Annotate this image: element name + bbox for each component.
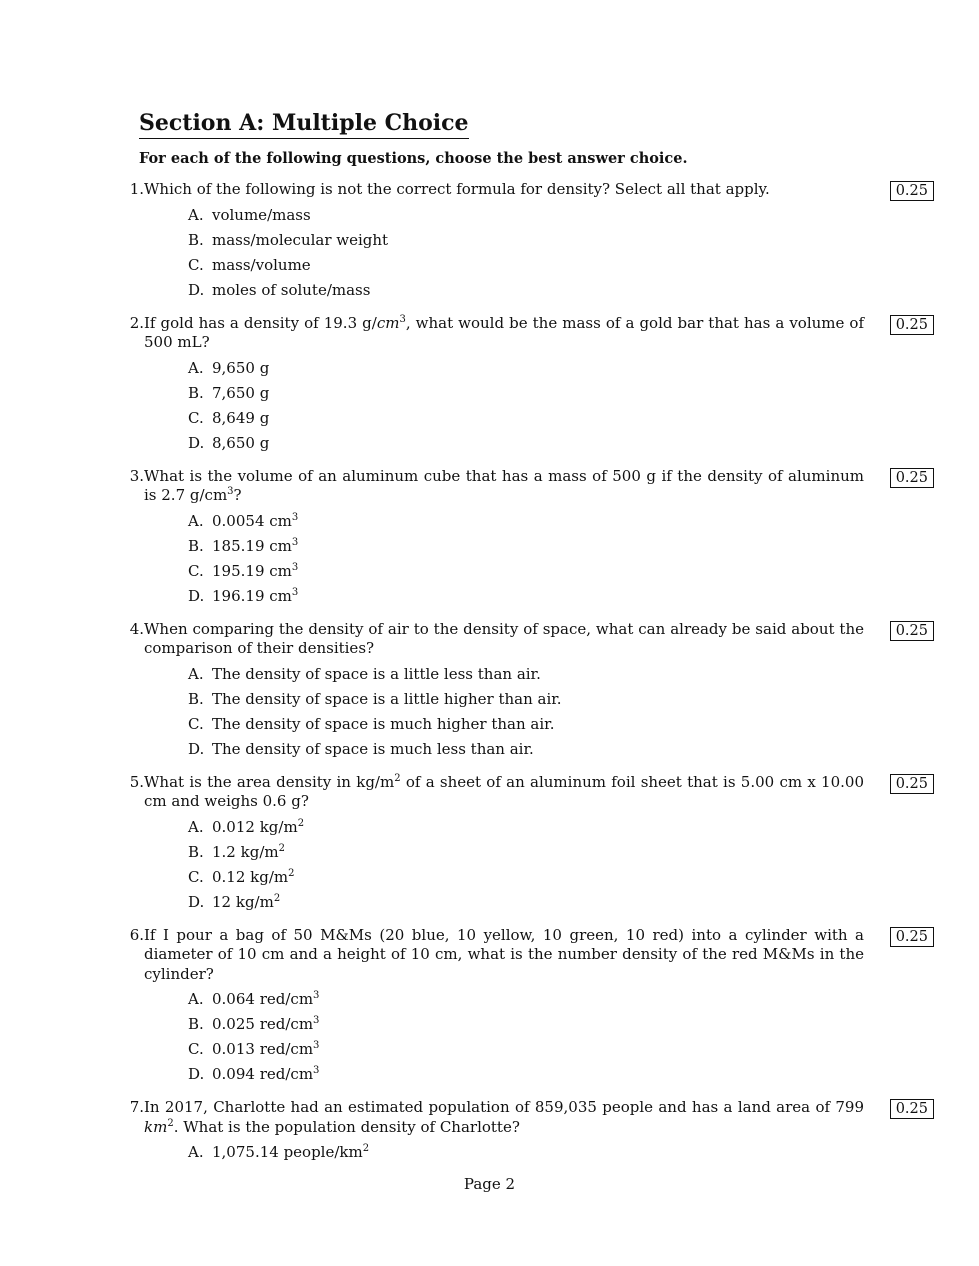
question-text: What is the area density in $kg/m^2$ of a sheet of an aluminum foil sheet that is 5.00 cm x 10.00 cm and weighs 0.6 g?	[144, 772, 865, 810]
question-number: 5.	[129, 772, 144, 791]
choice-d[interactable]: D. moles of solute/mass	[188, 280, 371, 299]
choice-b[interactable]: B. mass/molecular weight	[188, 230, 389, 249]
choice-a[interactable]: A. 0.012 $kg/m^2$	[188, 817, 305, 836]
choice-a[interactable]: A. 0.0054 $cm^3$	[188, 511, 299, 530]
points-box: 0.25	[890, 774, 934, 794]
question-number: 7.	[129, 1098, 144, 1116]
choice-d[interactable]: D. 0.094 red/$cm^3$	[188, 1065, 320, 1083]
choice-b[interactable]: B. The density of space is a little higher than air.	[188, 689, 562, 708]
question-7	[120, 1098, 940, 1162]
choice-a[interactable]: A. volume/mass	[188, 205, 311, 224]
section-title: Section A: Multiple Choice	[139, 109, 469, 139]
question-text: In 2017, Charlotte had an estimated population of 859,035 people and has a land area of 799 $km^2$. What is the population density of Charlotte?	[144, 1098, 864, 1136]
choice-b[interactable]: B. 0.025 red/$cm^3$	[188, 1015, 320, 1033]
question-number: 2.	[129, 313, 144, 332]
choice-c[interactable]: C. The density of space is much higher than air.	[188, 714, 555, 733]
choice-c[interactable]: C. 0.12 $kg/m^2$	[188, 867, 295, 886]
points-box: 0.25	[890, 181, 934, 201]
question-6	[120, 926, 940, 1085]
question-5	[120, 773, 940, 912]
question-3	[120, 467, 940, 606]
choice-a[interactable]: A. 0.064 red/$cm^3$	[188, 990, 320, 1008]
answer-choices	[188, 990, 940, 1084]
question-4	[120, 620, 940, 759]
question-list	[120, 180, 940, 1170]
question-text: Which of the following is not the correct formula for density? Select all that apply.	[144, 180, 770, 198]
choice-a[interactable]: A. 9,650 g	[188, 358, 270, 377]
points-box: 0.25	[890, 927, 934, 947]
question-number: 3.	[129, 466, 144, 485]
choice-c[interactable]: C. mass/volume	[188, 255, 311, 274]
choice-a[interactable]: A. The density of space is a little less than air.	[188, 664, 541, 683]
choice-c[interactable]: C. 195.19 $cm^3$	[188, 561, 299, 580]
question-number: 6.	[129, 925, 144, 944]
question-number: 1.	[129, 180, 144, 198]
choice-d[interactable]: D. 12 $kg/m^2$	[188, 892, 281, 911]
question-text: If gold has a density of 19.3 $g/cm^3$, what would be the mass of a gold bar that has a volume of 500 mL?	[144, 313, 865, 351]
choice-b[interactable]: B. 1.2 $kg/m^2$	[188, 842, 285, 861]
choice-c[interactable]: C. 0.013 red/$cm^3$	[188, 1040, 320, 1058]
choice-b[interactable]: B. 185.19 $cm^3$	[188, 536, 299, 555]
answer-choices	[188, 1143, 940, 1162]
answer-choices	[188, 512, 940, 606]
question-1	[120, 180, 940, 300]
question-number: 4.	[129, 619, 144, 638]
points-box: 0.25	[890, 621, 934, 641]
choice-c[interactable]: C. 8,649 g	[188, 408, 270, 427]
choice-d[interactable]: D. The density of space is much less than air.	[188, 739, 534, 758]
answer-choices	[188, 206, 940, 300]
question-2	[120, 314, 940, 453]
points-box: 0.25	[890, 315, 934, 335]
question-text: If I pour a bag of 50 M&Ms (20 blue, 10 yellow, 10 green, 10 red) into a cylinder with a diameter of 10 cm and a height of 10 cm, what is the number density of the red M&Ms in the cylinder?	[144, 925, 864, 983]
choice-b[interactable]: B. 7,650 g	[188, 383, 270, 402]
question-text: What is the volume of an aluminum cube that has a mass of 500 g if the density of aluminum is 2.7 $g/cm^3$?	[144, 466, 864, 504]
question-text: When comparing the density of air to the density of space, what can already be said about the comparison of their densities?	[144, 619, 864, 657]
points-box: 0.25	[890, 1099, 934, 1119]
page-number: Page 2	[463, 1175, 516, 1193]
points-box: 0.25	[890, 468, 934, 488]
section-instructions: For each of the following questions, choose the best answer choice.	[139, 150, 688, 167]
answer-choices	[188, 359, 940, 453]
choice-a[interactable]: A. 1,075.14 people/$km^2$	[188, 1143, 370, 1161]
choice-d[interactable]: D. 196.19 $cm^3$	[188, 586, 299, 605]
choice-d[interactable]: D. 8,650 g	[188, 433, 270, 452]
answer-choices	[188, 665, 940, 759]
answer-choices	[188, 818, 940, 912]
